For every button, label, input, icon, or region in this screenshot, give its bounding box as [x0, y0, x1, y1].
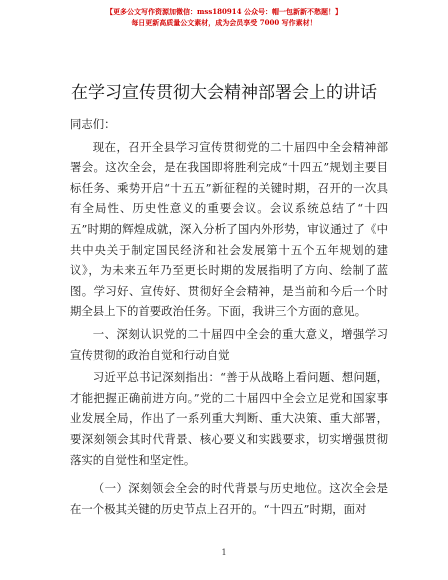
promo-line-2: 每日更新高质量公文素材，成为会员享受 7000 写作素材！: [131, 18, 317, 27]
promo-line-1: 【更多公文写作资源加微信：mss180914 公众号：帽一包新新不愁题！】: [106, 7, 342, 16]
subsection-1: （一）深刻领会全会的时代背景与历史地位。这次全会是在一个极其关键的历史节点上召开的。“十四五”时期，面对: [70, 481, 388, 516]
section-heading-1: 一、深刻认识党的二十届四中全会的重大意义，增强学习宣传贯彻的政治自觉和行动自觉: [70, 326, 388, 362]
paragraph-quote: 习近平总书记深刻指出：“善于从战略上看问题、想问题，才能把握正确前进方向。”党的二十届四中全会立足党和国家事业发展全局，作出了一系列重大判断、重大决策、重大部署，要深刻领会其时代背景、核心要义和实践要求，切实增强贯彻落实的自觉性和坚定性。: [70, 370, 388, 467]
paragraph-intro: 现在，召开全县学习宣传贯彻党的二十届四中全会精神部署会。这次全会，是在我国即将胜利完成“十四五”规划主要目标任务、乘势开启“十五五”新征程的关键时期，召开的一次具有全局性、历史性意义的重要会议。会议系统总结了“十四五”时期的辉煌成就，深入分析了国内外形势，审议通过了《中共中央关于制定国民经济和社会发展第十五个五年规划的建议》，为未来五年乃至更长时期的发展指明了方向、绘制了蓝图。学习好、宣传好、贯彻好全会精神，是当前和今后一个时期全县上下的首要政治任务。下面，我讲三个方面的意见。: [70, 139, 388, 319]
page-number: 1: [221, 548, 227, 557]
promo-banner: [0, 6, 448, 28]
document-body: [70, 114, 388, 519]
document-title: 在学习宣传贯彻大会精神部署会上的讲话: [71, 83, 377, 103]
salutation: 同志们：: [70, 117, 116, 131]
